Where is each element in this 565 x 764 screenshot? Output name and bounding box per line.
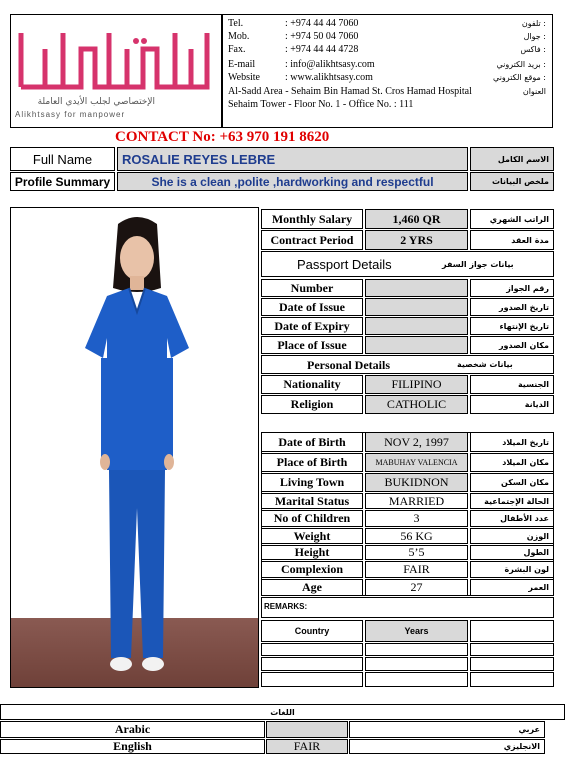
website-value[interactable]: : www.alikhtsasy.com	[285, 72, 373, 83]
tel-value: : +974 44 44 7060	[285, 18, 359, 29]
passport-expiry-date-label-ar: تاريخ الإنتهاء	[470, 317, 554, 335]
bio-height-label-ar: الطول	[470, 545, 554, 560]
candidate-photo	[10, 207, 259, 688]
bio-age-label: Age	[261, 579, 363, 596]
fax-value: : +974 44 44 4728	[285, 44, 359, 55]
logo-tagline-ar: الإختصاصي لجلب الأيدي العاملة	[37, 97, 155, 107]
nationality-label: Nationality	[261, 375, 363, 394]
fax-label: Fax.	[228, 44, 246, 55]
personal-details-title-ar: بيانات شخصية	[457, 360, 513, 369]
contact-info-box	[222, 14, 553, 128]
bio-children-value: 3	[365, 510, 468, 527]
passport-issue-place-label: Place of Issue	[261, 336, 363, 354]
experience-row-3-years	[365, 672, 468, 687]
profile-summary-label: Profile Summary	[10, 172, 115, 191]
company-logo-box	[10, 14, 222, 128]
language-arabic-label-ar: عربي	[349, 721, 545, 738]
language-english-label: English	[0, 739, 265, 754]
passport-details-header	[261, 251, 554, 277]
full-name-value: ROSALIE REYES LEBRE	[122, 151, 276, 167]
bio-children-label-ar: عدد الأطفال	[470, 510, 554, 527]
email-label: E-mail	[228, 59, 256, 70]
mob-label-ar: جوال :	[523, 32, 546, 41]
religion-label-ar: الديانة	[470, 395, 554, 414]
bio-weight-label: Weight	[261, 528, 363, 544]
religion-label: Religion	[261, 395, 363, 414]
profile-summary-label-ar: ملخص البيانات	[470, 172, 554, 191]
bio-marital-status-label-ar: الحالة الإجتماعية	[470, 493, 554, 509]
bio-children-label: No of Children	[261, 510, 363, 527]
contract-period-label: Contract Period	[261, 230, 363, 250]
bio-pob-label: Place of Birth	[261, 453, 363, 472]
bio-living-town-label-ar: مكان السكن	[470, 473, 554, 492]
address-label-ar: العنوان	[522, 87, 546, 96]
language-english-value: FAIR	[266, 739, 348, 754]
bio-age-label-ar: العمر	[470, 579, 554, 596]
bio-height-label: Height	[261, 545, 363, 560]
personal-details-header	[261, 355, 554, 374]
nationality-label-ar: الجنسية	[470, 375, 554, 394]
contact-number: CONTACT No: +63 970 191 8620	[115, 129, 330, 145]
bio-age-value: 27	[365, 579, 468, 596]
tel-label-ar: تلفون :	[521, 19, 546, 28]
religion-value: CATHOLIC	[365, 395, 468, 414]
bio-living-town-value: BUKIDNON	[365, 473, 468, 492]
tel-label: Tel.	[228, 18, 244, 29]
passport-expiry-date-label: Date of Expiry	[261, 317, 363, 335]
contract-period-label-ar: مدة العقد	[470, 230, 554, 250]
logo-tagline-en: Alikhtsasy for manpower	[15, 110, 126, 119]
languages-title-ar: اللغات	[270, 707, 295, 717]
website-label-ar: موقع الكتروني :	[493, 73, 546, 82]
monthly-salary-value: 1,460 QR	[365, 209, 468, 229]
language-english-label-ar: الانجليزي	[349, 739, 545, 754]
full-name-label-ar: الاسم الكامل	[470, 147, 554, 171]
profile-summary-cell	[117, 172, 468, 191]
full-name-label: Full Name	[10, 147, 115, 171]
bio-dob-label: Date of Birth	[261, 432, 363, 452]
bio-marital-status-label: Marital Status	[261, 493, 363, 509]
passport-issue-place-label-ar: مكان الصدور	[470, 336, 554, 354]
bio-dob-value: NOV 2, 1997	[365, 432, 468, 452]
website-label: Website	[228, 72, 260, 83]
experience-row-1-country	[261, 643, 363, 656]
experience-row-2-country	[261, 657, 363, 671]
address-line-1: Al-Sadd Area - Sehaim Bin Hamad St. Cros Hamad Hospital	[228, 86, 472, 97]
monthly-salary-label-ar: الراتب الشهري	[470, 209, 554, 229]
mob-label: Mob.	[228, 31, 250, 42]
bio-pob-value: MABUHAY VALENCIA	[365, 453, 468, 472]
language-arabic-label: Arabic	[0, 721, 265, 738]
experience-row-2-extra	[470, 657, 554, 671]
experience-years-header: Years	[365, 620, 468, 642]
contract-period-value: 2 YRS	[365, 230, 468, 250]
experience-header-extra	[470, 620, 554, 642]
bio-dob-label-ar: تاريخ الميلاد	[470, 432, 554, 452]
language-arabic-value	[266, 721, 348, 738]
bio-pob-label-ar: مكان الميلاد	[470, 453, 554, 472]
mob-value: : +974 50 04 7060	[285, 31, 359, 42]
languages-header	[0, 704, 565, 720]
passport-issue-date-label-ar: تاريخ الصدور	[470, 298, 554, 316]
passport-issue-place-value	[365, 336, 468, 354]
experience-row-3-country	[261, 672, 363, 687]
remarks-label: REMARKS:	[264, 602, 308, 611]
bio-weight-label-ar: الوزن	[470, 528, 554, 544]
bio-complexion-label-ar: لون البشرة	[470, 561, 554, 578]
remarks-row	[261, 597, 554, 618]
passport-details-title: Passport Details	[297, 257, 392, 272]
full-name-cell	[117, 147, 468, 171]
experience-row-2-years	[365, 657, 468, 671]
passport-issue-date-label: Date of Issue	[261, 298, 363, 316]
email-label-ar: بريد الكتروني :	[496, 60, 546, 69]
passport-expiry-date-value	[365, 317, 468, 335]
address-line-2: Sehaim Tower - Floor No. 1 - Office No. : 111	[228, 99, 414, 110]
experience-row-1-extra	[470, 643, 554, 656]
bio-weight-value: 56 KG	[365, 528, 468, 544]
fax-label-ar: فاكس :	[520, 45, 546, 54]
passport-issue-date-value	[365, 298, 468, 316]
passport-number-label: Number	[261, 279, 363, 297]
passport-number-label-ar: رقم الجواز	[470, 279, 554, 297]
profile-summary-value: She is a clean ,polite ,hardworking and respectful	[151, 174, 434, 189]
personal-details-title: Personal Details	[307, 358, 390, 372]
bio-height-value: 5’5	[365, 545, 468, 560]
experience-row-1-years	[365, 643, 468, 656]
bio-complexion-label: Complexion	[261, 561, 363, 578]
bio-complexion-value: FAIR	[365, 561, 468, 578]
bio-living-town-label: Living Town	[261, 473, 363, 492]
experience-row-3-extra	[470, 672, 554, 687]
nationality-value: FILIPINO	[365, 375, 468, 394]
email-value[interactable]: : info@alikhtsasy.com	[285, 59, 375, 70]
candidate-photo-figure	[11, 208, 259, 688]
passport-details-title-ar: بيانات جواز السفر	[442, 260, 514, 269]
passport-number-value	[365, 279, 468, 297]
bio-marital-status-value: MARRIED	[365, 493, 468, 509]
monthly-salary-label: Monthly Salary	[261, 209, 363, 229]
experience-country-header: Country	[261, 620, 363, 642]
